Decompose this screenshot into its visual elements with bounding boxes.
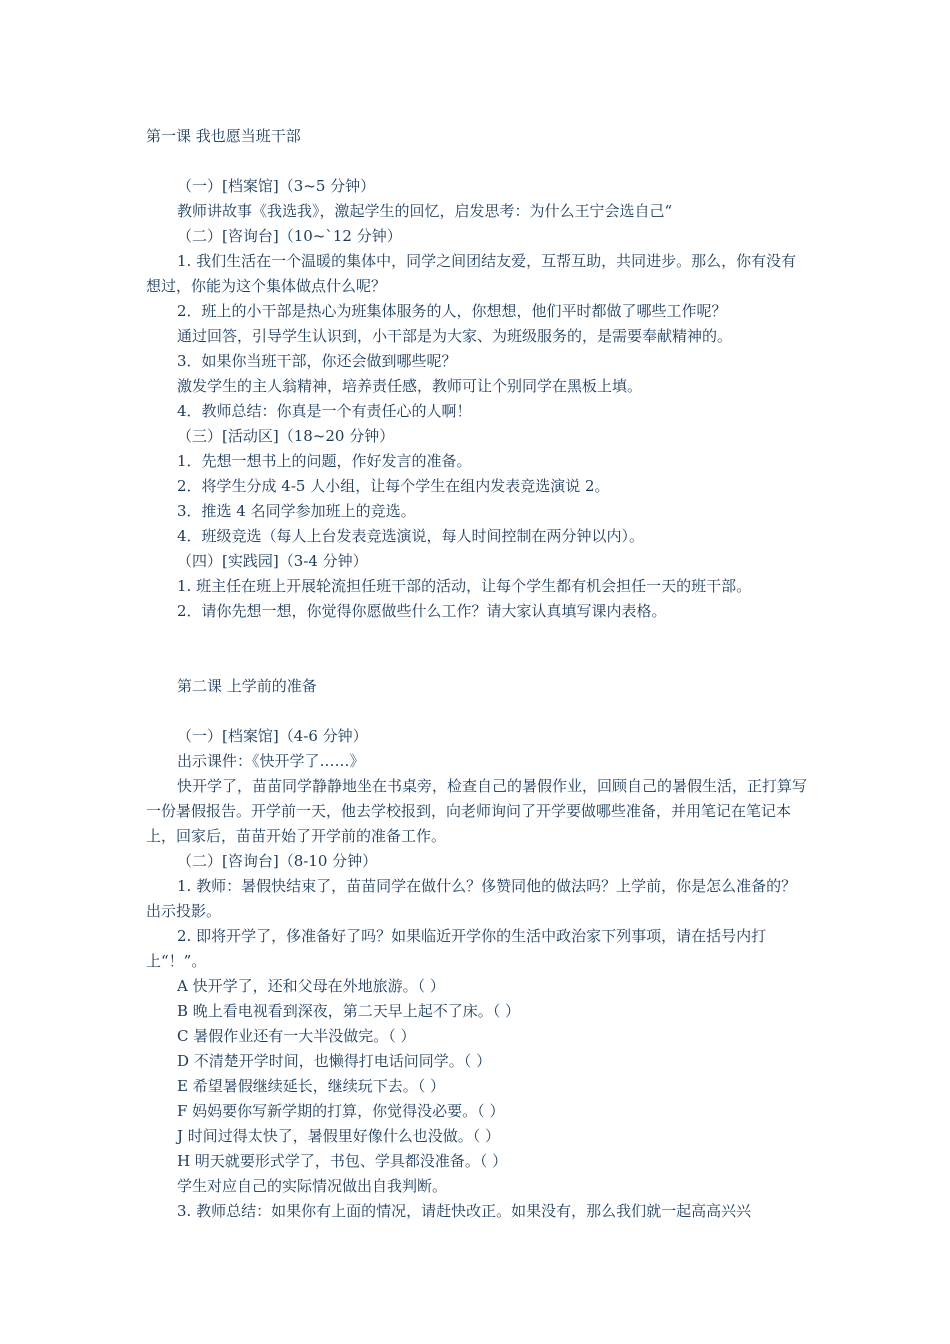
lesson-2-section-1-heading: （一）[档案馆]（4-6 分钟） bbox=[177, 727, 368, 745]
checklist-item: J 时间过得太快了，暑假里好像什么也没做。（ ） bbox=[177, 1127, 501, 1145]
lesson-1-section-4-heading: （四）[实践园]（3-4 分钟） bbox=[177, 552, 368, 570]
lesson-1 bbox=[146, 124, 810, 624]
lesson-1-section-1-heading: （一）[档案馆]（3~5 分钟） bbox=[177, 177, 376, 195]
lesson-1-question-3-note: 激发学生的主人翁精神，培养责任感，教师可让个别同学在黑板上填。 bbox=[177, 377, 643, 395]
spacer bbox=[146, 149, 810, 174]
checklist-item: F 妈妈要你写新学期的打算，你觉得没必要。（ ） bbox=[177, 1102, 505, 1120]
checklist-item: D 不清楚开学时间，也懒得打电话问同学。（ ） bbox=[177, 1052, 492, 1070]
lesson-2 bbox=[146, 674, 810, 1224]
lesson-1-activity-4: 4．班级竞选（每人上台发表竞选演说，每人时间控制在两分钟以内）。 bbox=[177, 527, 645, 545]
lesson-2-self-judgement: 学生对应自己的实际情况做出自我判断。 bbox=[177, 1177, 448, 1195]
lesson-2-story: 快开学了，苗苗同学静静地坐在书桌旁，检查自己的暑假作业，回顾自己的暑假生活，正打算写一份暑假报告。开学前一天，他去学校报到，向老师询问了开学要做哪些准备，并用笔记在笔记本上，回家后，苗苗开始了开学前的准备工作。 bbox=[146, 777, 808, 845]
checklist-item: C 暑假作业还有一大半没做完。（ ） bbox=[177, 1027, 416, 1045]
lesson-1-question-2: 2．班上的小干部是热心为班集体服务的人，你想想，他们平时都做了哪些工作呢？ bbox=[177, 302, 727, 320]
lesson-1-question-1: 1. 我们生活在一个温暖的集体中，同学之间团结友爱，互帮互助，共同进步。那么，你有没有想过，你能为这个集体做点什么呢？ bbox=[146, 252, 797, 295]
lesson-1-activity-2: 2．将学生分成 4-5 人小组，让每个学生在组内发表竞选演说 2。 bbox=[177, 477, 610, 495]
lesson-1-activity-3: 3．推选 4 名同学参加班上的竞选。 bbox=[177, 502, 416, 520]
lesson-1-question-2-note: 通过回答，引导学生认识到，小干部是为大家、为班级服务的，是需要奉献精神的。 bbox=[177, 327, 733, 345]
lesson-1-title: 第一课 我也愿当班干部 bbox=[146, 127, 301, 145]
lesson-1-question-4: 4．教师总结：你真是一个有责任心的人啊！ bbox=[177, 402, 472, 420]
lesson-2-section-2-heading: （二）[咨询台]（8-10 分钟） bbox=[177, 852, 378, 870]
checklist-item: B 晚上看电视看到深夜，第二天早上起不了床。（ ） bbox=[177, 1002, 521, 1020]
lesson-1-question-3: 3．如果你当班干部，你还会做到哪些呢？ bbox=[177, 352, 457, 370]
lesson-1-section-1-text: 教师讲故事《我选我》，激起学生的回忆，启发思考：为什么王宁会选自己“ bbox=[177, 202, 673, 220]
lesson-1-section-3-heading: （三）[活动区]（18~20 分钟） bbox=[177, 427, 395, 445]
lesson-2-question-3: 3. 教师总结：如果你有上面的情况，请赶快改正。如果没有，那么我们就一起高高兴兴 bbox=[177, 1202, 752, 1220]
lesson-2-question-1: 1. 教师：暑假快结束了，苗苗同学在做什么？侈赞同他的做法吗？上学前，你是怎么准备的？出示投影。 bbox=[146, 877, 797, 920]
lesson-1-section-2-heading: （二）[咨询台]（10~`12 分钟） bbox=[177, 227, 402, 245]
lesson-1-practice-1: 1. 班主任在班上开展轮流担任班干部的活动，让每个学生都有机会担任一天的班干部。 bbox=[177, 577, 752, 595]
spacer bbox=[146, 699, 810, 724]
lesson-1-activity-1: 1．先想一想书上的问题，作好发言的准备。 bbox=[177, 452, 472, 470]
lesson-2-title: 第二课 上学前的准备 bbox=[177, 677, 317, 695]
checklist-item: A 快开学了，还和父母在外地旅游。（ ） bbox=[177, 977, 445, 995]
lesson-2-courseware: 出示课件：《快开学了……》 bbox=[177, 752, 365, 770]
checklist-item: E 希望暑假继续延长，继续玩下去。（ ） bbox=[177, 1077, 445, 1095]
lesson-1-practice-2: 2．请你先想一想，你觉得你愿做些什么工作？请大家认真填写课内表格。 bbox=[177, 602, 667, 620]
lesson-2-question-2: 2. 即将开学了，侈准备好了吗？如果临近开学你的生活中政治家下列事项，请在括号内打上“！”。 bbox=[146, 927, 767, 970]
checklist-item: H 明天就要形式学了，书包、学具都没准备。（ ） bbox=[177, 1152, 508, 1170]
